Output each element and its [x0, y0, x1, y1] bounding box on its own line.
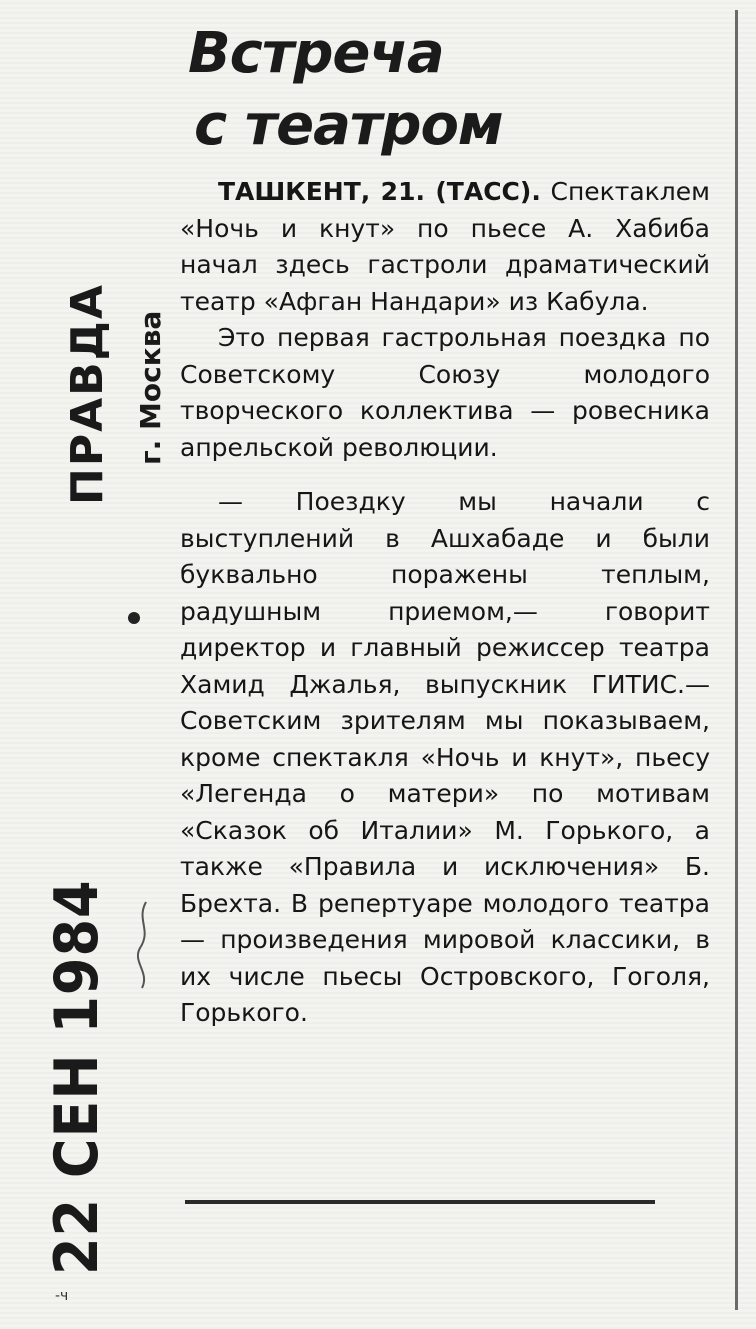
date-stamp: 22 СЕН 1984: [42, 879, 112, 1275]
paragraph-3: — Поездку мы начали с выступлений в Ашхабаде и были буквально поражены теплым, радушным приемом,— говорит директор и главный режиссер театра Хамид Джалья, выпускник ГИТИС.— Советским зрителям мы показываем, кроме спектакля «Ночь и кнут», пьесу «Легенда о матери» по мотивам «Сказок об Италии» М. Горького, а также «Правила и исключения» Б. Брехта. В репертуаре молодого театра — произведения мировой классики, в их числе пьесы Островского, Гоголя, Горького.: [180, 487, 710, 1027]
newspaper-stamp: ПРАВДА: [62, 283, 113, 505]
stamp-dot: [128, 612, 140, 624]
paragraph-1: [180, 174, 710, 320]
article-body: [180, 174, 710, 1032]
article: [180, 18, 710, 1032]
headline-line-2: с театром: [194, 93, 503, 158]
article-headline: [188, 18, 710, 162]
end-rule: [185, 1200, 655, 1204]
pen-squiggle-icon: [132, 900, 154, 990]
city-stamp: г. Москва: [134, 310, 167, 465]
archive-mark: -ч: [55, 1288, 69, 1304]
column-border: [735, 10, 738, 1310]
paragraph-1-text: Спектаклем «Ночь и кнут» по пьесе А. Хабиба начал здесь гастроли драматический театр «Афган Нандари» из Кабула.: [180, 177, 710, 316]
dateline: ТАШКЕНТ, 21. (ТАСС).: [218, 177, 541, 206]
paragraph-2: Это первая гастрольная поездка по Советскому Союзу молодого творческого коллектива — ровесника апрельской революции.: [180, 323, 710, 462]
headline-line-1: Встреча: [188, 21, 444, 86]
